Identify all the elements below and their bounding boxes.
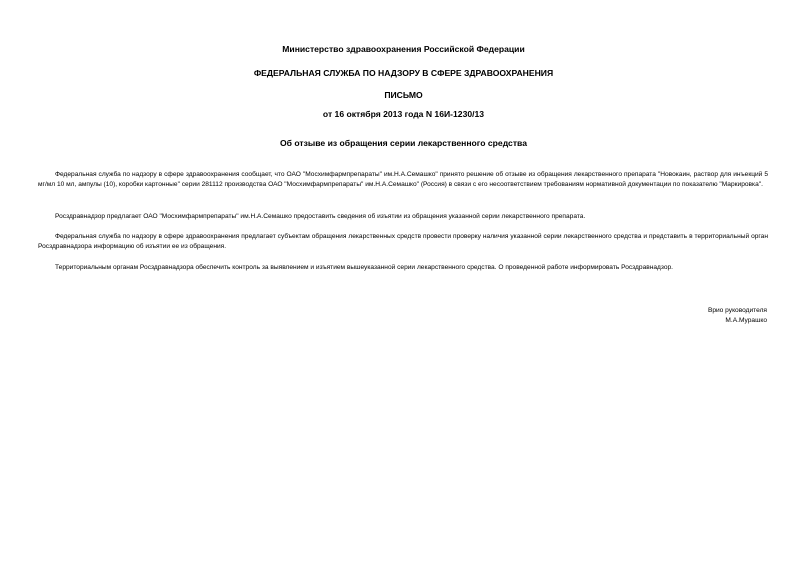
- document-title: Об отзыве из обращения серии лекарственного средства: [280, 138, 527, 148]
- paragraph-1: Федеральная служба по надзору в сфере здравоохранения сообщает, что ОАО "Мосхимфармпрепараты" им.Н.А.Семашко" принято решение об отзыве из обращения лекарственного препарата "Новокаин, раствор для инъекций 5 мг/мл 10 мл, ампулы (10), коробки картонные" серии 281112 производства ОАО "Мосхимфармпрепараты" им.Н.А.Семашко" (Россия) в связи с его несоответствием требованиям нормативной документации по показателю "Маркировка".: [38, 171, 768, 188]
- ministry-name: Министерство здравоохранения Российской Федерации: [282, 44, 525, 54]
- service-name: ФЕДЕРАЛЬНАЯ СЛУЖБА ПО НАДЗОРУ В СФЕРЕ ЗДРАВООХРАНЕНИЯ: [253, 68, 554, 78]
- paragraph-3: Федеральная служба по надзору в сфере здравоохранения предлагает субъектам обращения лекарственных средств провести проверку наличия указанной серии лекарственного средства и представить в территориальный орган Росздравнадзора информацию об изъятии ее из обращения.: [38, 233, 768, 250]
- signature-name: М.А.Мурашко: [725, 317, 767, 324]
- paragraph-4: Территориальным органам Росздравнадзора обеспечить контроль за выявлением и изъятием вышеуказанной серии лекарственного средства. О проведенной работе информировать Росздравнадзор.: [55, 264, 674, 271]
- document-date-number: от 16 октября 2013 года N 16И-1230/13: [322, 109, 485, 119]
- signature-position: Врио руководителя: [707, 307, 767, 314]
- paragraph-2: Росздравнадзор предлагает ОАО "Мосхимфармпрепараты" им.Н.А.Семашко предоставить сведения об изъятии из обращения указанной серии лекарственного препарата.: [55, 213, 586, 220]
- document-type: ПИСЬМО: [384, 90, 423, 100]
